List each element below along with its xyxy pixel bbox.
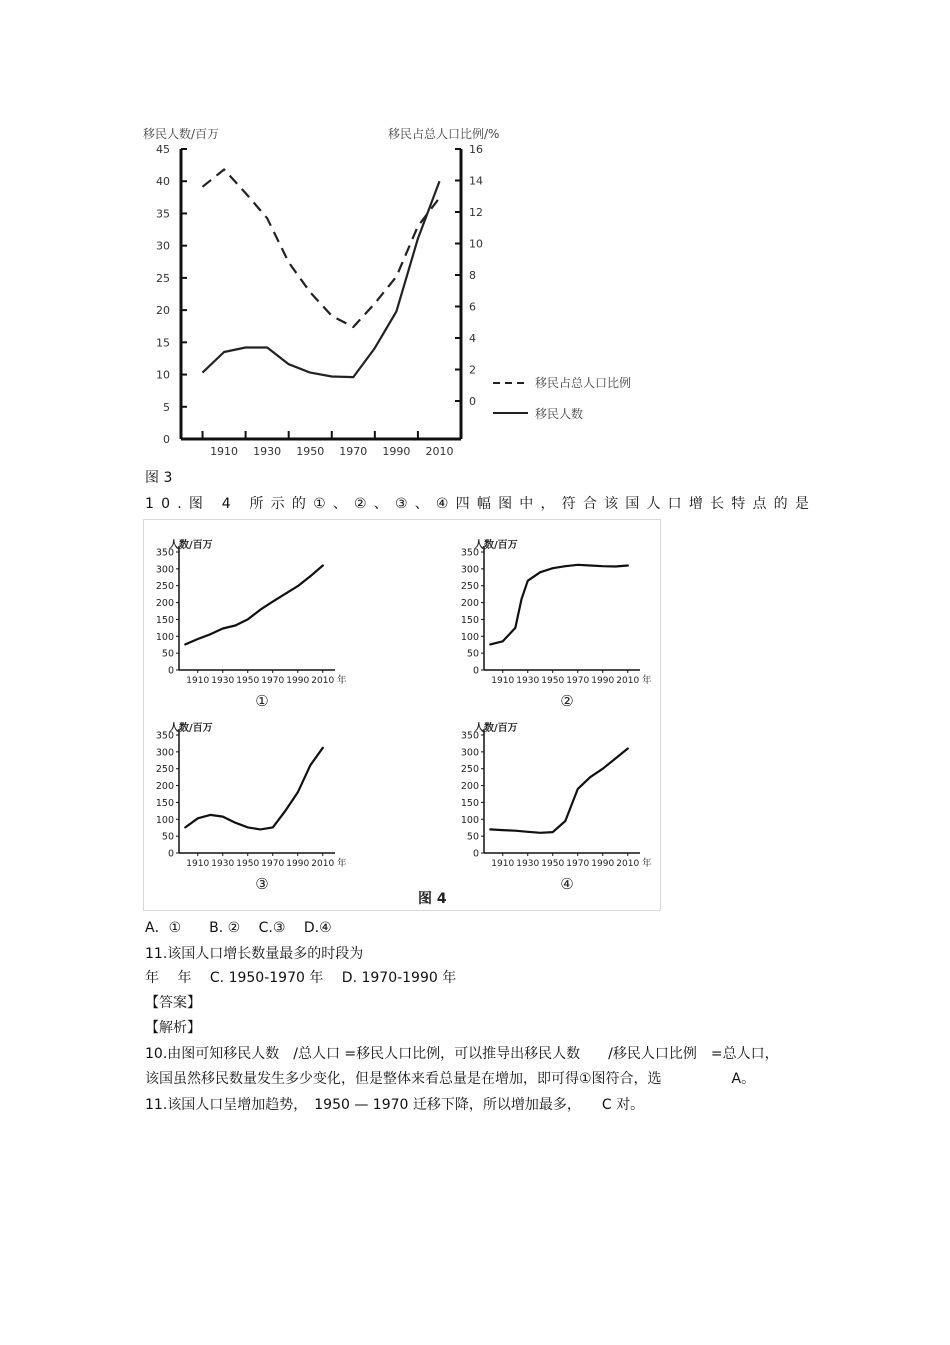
- figure4-chart-1: [156, 538, 347, 710]
- chart-x-tick-label: 2010: [616, 676, 640, 686]
- figure3-left-tick-label: 5: [163, 400, 170, 414]
- chart-series-line: [490, 749, 628, 833]
- chart-series-line: [185, 566, 322, 645]
- chart-y-tick-label: 0: [472, 665, 479, 677]
- chart-y-tick-label: 300: [155, 747, 174, 759]
- figure3-caption: 图 3: [145, 470, 173, 486]
- chart-y-tick-label: 250: [460, 764, 479, 776]
- series-line-ratio: [203, 170, 440, 328]
- chart-x-tick-label: 1930: [516, 859, 540, 869]
- figure3-left-tick-label: 0: [163, 433, 170, 446]
- question11-options: 年 年 C. 1950-1970 年 D. 1970-1990 年: [145, 970, 457, 986]
- question11-text: 11.该国人口增长数量最多的时段为: [145, 946, 364, 962]
- chart-x-unit: 年: [642, 858, 652, 869]
- chart-y-tick-label: 200: [460, 781, 479, 793]
- chart-x-tick-label: 1970: [261, 859, 285, 869]
- chart-y-tick-label: 250: [460, 581, 479, 593]
- chart-y-tick-label: 350: [460, 547, 479, 559]
- answer-heading: 【答案】: [145, 995, 201, 1011]
- chart-y-tick-label: 150: [460, 797, 479, 809]
- figure4-chart-2: [461, 538, 652, 710]
- figure3-left-tick-label: 35: [156, 207, 170, 221]
- figure3-right-tick-label: 10: [469, 237, 483, 251]
- chart-y-tick-label: 50: [466, 831, 479, 843]
- figure3-right-tick-label: 14: [469, 174, 483, 188]
- chart-x-tick-label: 1910: [186, 676, 210, 686]
- chart-y-tick-label: 100: [155, 631, 174, 643]
- figure3-x-tick-label: 2010: [425, 445, 454, 458]
- chart-y-tick-label: 0: [167, 848, 174, 860]
- analysis-line-1: 10.由图可知移民人数 /总人口 =移民人口比例，可以推导出移民人数 /移民人口比例 =总人口，: [145, 1046, 779, 1062]
- chart-x-tick-label: 1990: [286, 859, 310, 869]
- figure3-right-tick-label: 16: [469, 143, 483, 156]
- chart-x-tick-label: 2010: [616, 859, 640, 869]
- figure3-right-tick-label: 4: [469, 332, 476, 345]
- chart-x-tick-label: 2010: [311, 676, 335, 686]
- chart-x-tick-label: 1930: [516, 676, 540, 686]
- chart-ylabel: 人数/百万: [474, 540, 518, 551]
- figure3-left-tick-label: 45: [156, 143, 170, 156]
- figure3-right-tick-label: 12: [469, 206, 483, 219]
- chart-number-label: ②: [560, 692, 574, 710]
- figure3-right-tick-label: 2: [469, 363, 476, 377]
- analysis-heading: 【解析】: [145, 1020, 201, 1036]
- question10-options: A．① B. ② C.③ D.④: [145, 920, 332, 936]
- chart-y-tick-label: 150: [155, 797, 174, 809]
- chart-ylabel: 人数/百万: [169, 723, 213, 734]
- figure4-charts: [144, 520, 662, 912]
- chart-y-tick-label: 50: [161, 648, 174, 660]
- chart-y-tick-label: 300: [460, 747, 479, 759]
- series-line-count: [203, 181, 440, 377]
- chart-x-tick-label: 1930: [211, 859, 235, 869]
- figure3-right-tick-label: 8: [469, 269, 476, 282]
- figure3-x-tick-label: 1990: [382, 445, 411, 458]
- chart-y-tick-label: 200: [155, 598, 174, 610]
- chart-y-tick-label: 100: [155, 814, 174, 826]
- chart-x-tick-label: 1910: [491, 859, 515, 869]
- figure3-x-tick-label: 1970: [339, 445, 368, 458]
- figure3-lines: [203, 170, 440, 378]
- chart-y-tick-label: 100: [460, 631, 479, 643]
- chart-x-unit: 年: [642, 675, 652, 686]
- chart-y-tick-label: 100: [460, 814, 479, 826]
- chart-x-tick-label: 1930: [211, 676, 235, 686]
- chart-x-tick-label: 1970: [261, 676, 285, 686]
- figure4-caption: 图 4: [418, 891, 447, 907]
- chart-y-tick-label: 150: [460, 614, 479, 626]
- chart-x-tick-label: 1970: [566, 859, 590, 869]
- analysis-line-3: 11.该国人口呈增加趋势， 1950 — 1970 迁移下降，所以增加最多， C 对。: [145, 1097, 645, 1113]
- figure3-left-tick-label: 15: [156, 336, 170, 350]
- chart-x-tick-label: 1950: [236, 676, 260, 686]
- figure3-legend: [493, 375, 631, 421]
- figure4-panel: [143, 519, 661, 911]
- chart-x-tick-label: 1910: [491, 676, 515, 686]
- figure3-axes: [156, 143, 483, 458]
- chart-y-tick-label: 150: [155, 614, 174, 626]
- figure3-left-tick-label: 20: [156, 304, 170, 318]
- chart-x-tick-label: 1990: [591, 676, 615, 686]
- chart-number-label: ③: [255, 875, 269, 893]
- chart-y-tick-label: 200: [155, 781, 174, 793]
- chart-series-line: [185, 748, 322, 830]
- chart-y-tick-label: 300: [155, 564, 174, 576]
- figure3-left-tick-label: 10: [156, 368, 170, 382]
- chart-x-tick-label: 1910: [186, 859, 210, 869]
- chart-ylabel: 人数/百万: [474, 723, 518, 734]
- chart-y-tick-label: 200: [460, 598, 479, 610]
- figure3-left-tick-label: 30: [156, 239, 170, 253]
- figure3-right-tick-label: 6: [469, 300, 476, 314]
- chart-number-label: ①: [255, 692, 269, 710]
- chart-x-tick-label: 1950: [541, 676, 565, 686]
- chart-y-tick-label: 300: [460, 564, 479, 576]
- figure3-right-tick-label: 0: [469, 395, 476, 408]
- chart-y-tick-label: 250: [155, 581, 174, 593]
- analysis-line-2: 该国虽然移民数量发生多少变化，但是整体来看总量是在增加，即可得①图符合，选 A。: [145, 1071, 756, 1087]
- figure4-chart-4: [461, 721, 652, 893]
- chart-y-tick-label: 50: [466, 648, 479, 660]
- figure4-chart-3: [156, 721, 347, 893]
- chart-number-label: ④: [560, 875, 574, 893]
- figure3-right-axis-label: 移民占总人口比例/%: [388, 127, 500, 141]
- question10-text: 10.图 4 所示的①、②、③、④四幅图中，符合该国人口增长特点的是: [145, 496, 817, 512]
- chart-series-line: [490, 565, 628, 645]
- chart-x-tick-label: 1970: [566, 676, 590, 686]
- chart-y-tick-label: 0: [167, 665, 174, 677]
- chart-x-unit: 年: [337, 675, 347, 686]
- chart-y-tick-label: 0: [472, 848, 479, 860]
- chart-y-tick-label: 350: [155, 730, 174, 742]
- figure3-chart: [0, 0, 950, 470]
- chart-y-tick-label: 250: [155, 764, 174, 776]
- figure3-left-tick-label: 40: [156, 175, 170, 189]
- chart-x-tick-label: 1990: [286, 676, 310, 686]
- legend-ratio-label: 移民占总人口比例: [535, 376, 632, 390]
- chart-x-tick-label: 1990: [591, 859, 615, 869]
- figure3-x-tick-label: 1910: [210, 445, 239, 458]
- legend-count-label: 移民人数: [535, 407, 584, 421]
- chart-x-tick-label: 1950: [236, 859, 260, 869]
- chart-x-tick-label: 1950: [541, 859, 565, 869]
- chart-y-tick-label: 350: [460, 730, 479, 742]
- chart-y-tick-label: 350: [155, 547, 174, 559]
- figure3-left-axis-label: 移民人数/百万: [143, 127, 220, 141]
- figure3-left-tick-label: 25: [156, 271, 170, 285]
- chart-ylabel: 人数/百万: [169, 540, 213, 551]
- chart-x-unit: 年: [337, 858, 347, 869]
- figure3-x-tick-label: 1930: [253, 445, 282, 458]
- figure3-x-tick-label: 1950: [296, 445, 325, 458]
- chart-x-tick-label: 2010: [311, 859, 335, 869]
- chart-y-tick-label: 50: [161, 831, 174, 843]
